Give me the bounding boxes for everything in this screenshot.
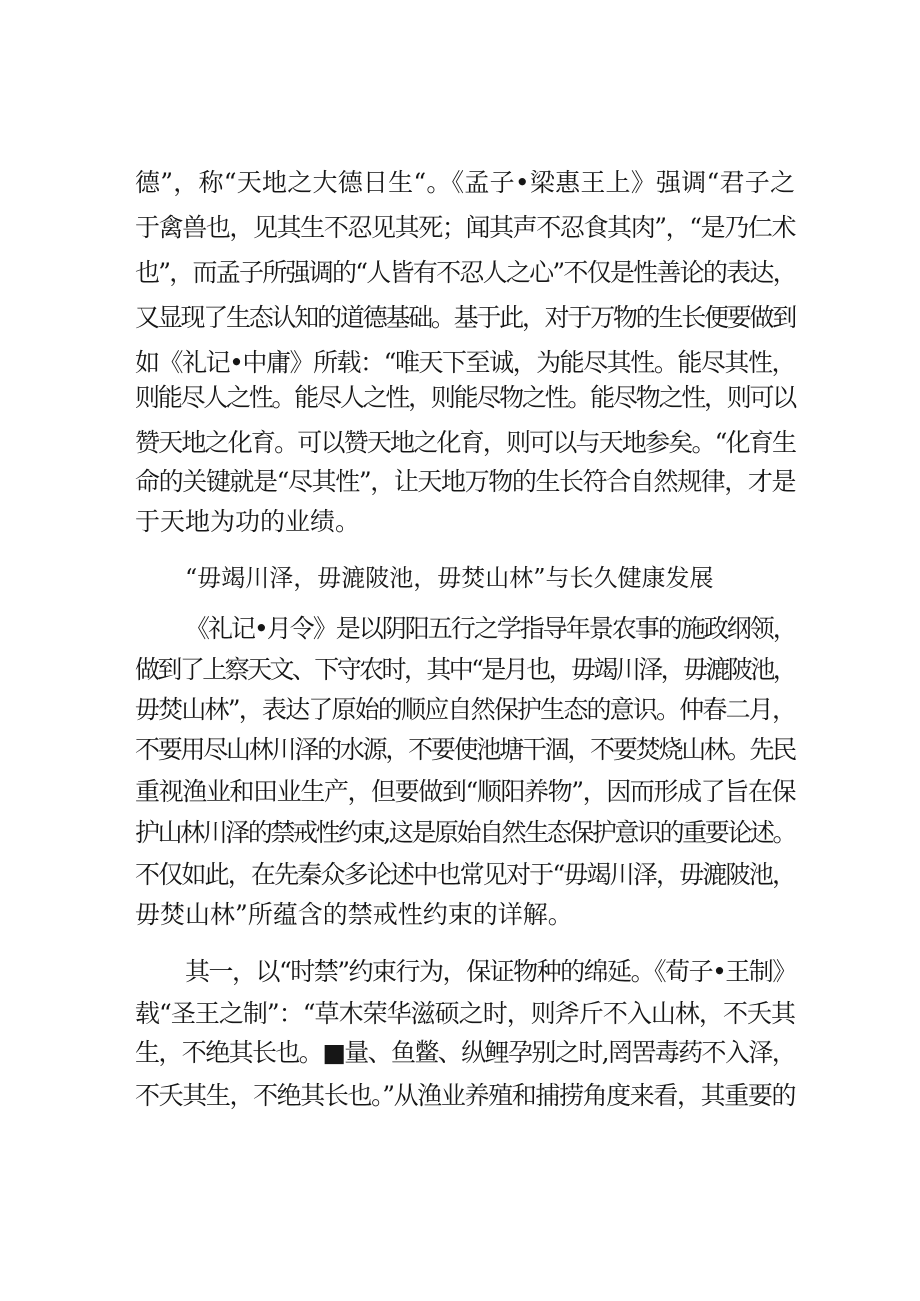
section-heading: “毋竭川泽，毋漉陂池，毋焚山林”与长久健康发展 (185, 564, 714, 592)
paragraph-1-line-9: 于天地为功的业绩。 (135, 507, 361, 536)
paragraph-2-line-6: 护山林川泽的禁戒性约束,这是原始自然生态保护意识的重要论述。 (135, 818, 795, 847)
paragraph-3-line-4: 不夭其生，不绝其长也。”从渔业养殖和捕捞角度来看，其重要的 (135, 1081, 795, 1110)
paragraph-2-line-1: 《礼记•月令》是以阴阳五行之学指导年景农事的施政纲领， (185, 614, 796, 643)
paragraph-2-line-3: 毋焚山林”，表达了原始的顺应自然保护生态的意识。仲春二月， (135, 695, 795, 724)
paragraph-3-line-2: 载“圣王之制”：“草木荣华滋硕之时，则斧斤不入山林，不夭其 (135, 999, 795, 1028)
paragraph-2-line-4: 不要用尽山林川泽的水源，不要使池塘干涸，不要焚烧山林。先民 (135, 735, 795, 764)
paragraph-2-line-7: 不仅如此，在先秦众多论述中也常见对于“毋竭川泽，毋漉陂池， (135, 860, 795, 889)
paragraph-1-line-2: 于禽兽也，见其生不忍见其死；闻其声不忍食其肉”，“是乃仁术 (135, 213, 795, 242)
paragraph-1-line-6: 则能尽人之性。能尽人之性，则能尽物之性。能尽物之性，则可以 (135, 383, 795, 412)
paragraph-1-line-1: 德”，称“天地之大德日生“。《孟子•梁惠王上》强调“君子之 (135, 168, 795, 197)
paragraph-1-line-5: 如《礼记•中庸》所载：“唯天下至诚，为能尽其性。能尽其性， (135, 348, 795, 377)
paragraph-2-line-5: 重视渔业和田业生产，但要做到“顺阳养物”，因而形成了旨在保 (135, 777, 795, 806)
paragraph-1-line-7: 赞天地之化育。可以赞天地之化育，则可以与天地参矣。“化育生 (135, 428, 795, 457)
paragraph-2-line-8: 毋焚山林”所蕴含的禁戒性约束的详解。 (135, 900, 573, 929)
paragraph-1-line-8: 命的关键就是“尽其性”，让天地万物的生长符合自然规律，才是 (135, 467, 795, 496)
paragraph-1-line-4: 又显现了生态认知的道德基础。基于此，对于万物的生长便要做到 (135, 303, 795, 332)
paragraph-2-line-2: 做到了上察天文、下守农时，其中“是月也，毋竭川泽，毋漉陂池， (135, 655, 795, 684)
paragraph-3-line-3: 生，不绝其长也。■量、鱼鳖、纵鲤孕别之时,罔罟毒药不入泽， (135, 1038, 795, 1067)
paragraph-1-line-3: 也”，而孟子所强调的“人皆有不忍人之心”不仅是性善论的表达， (135, 258, 796, 287)
paragraph-3-line-1: 其一，以“时禁”约束行为，保证物种的绵延。《荀子•王制》 (185, 957, 796, 986)
